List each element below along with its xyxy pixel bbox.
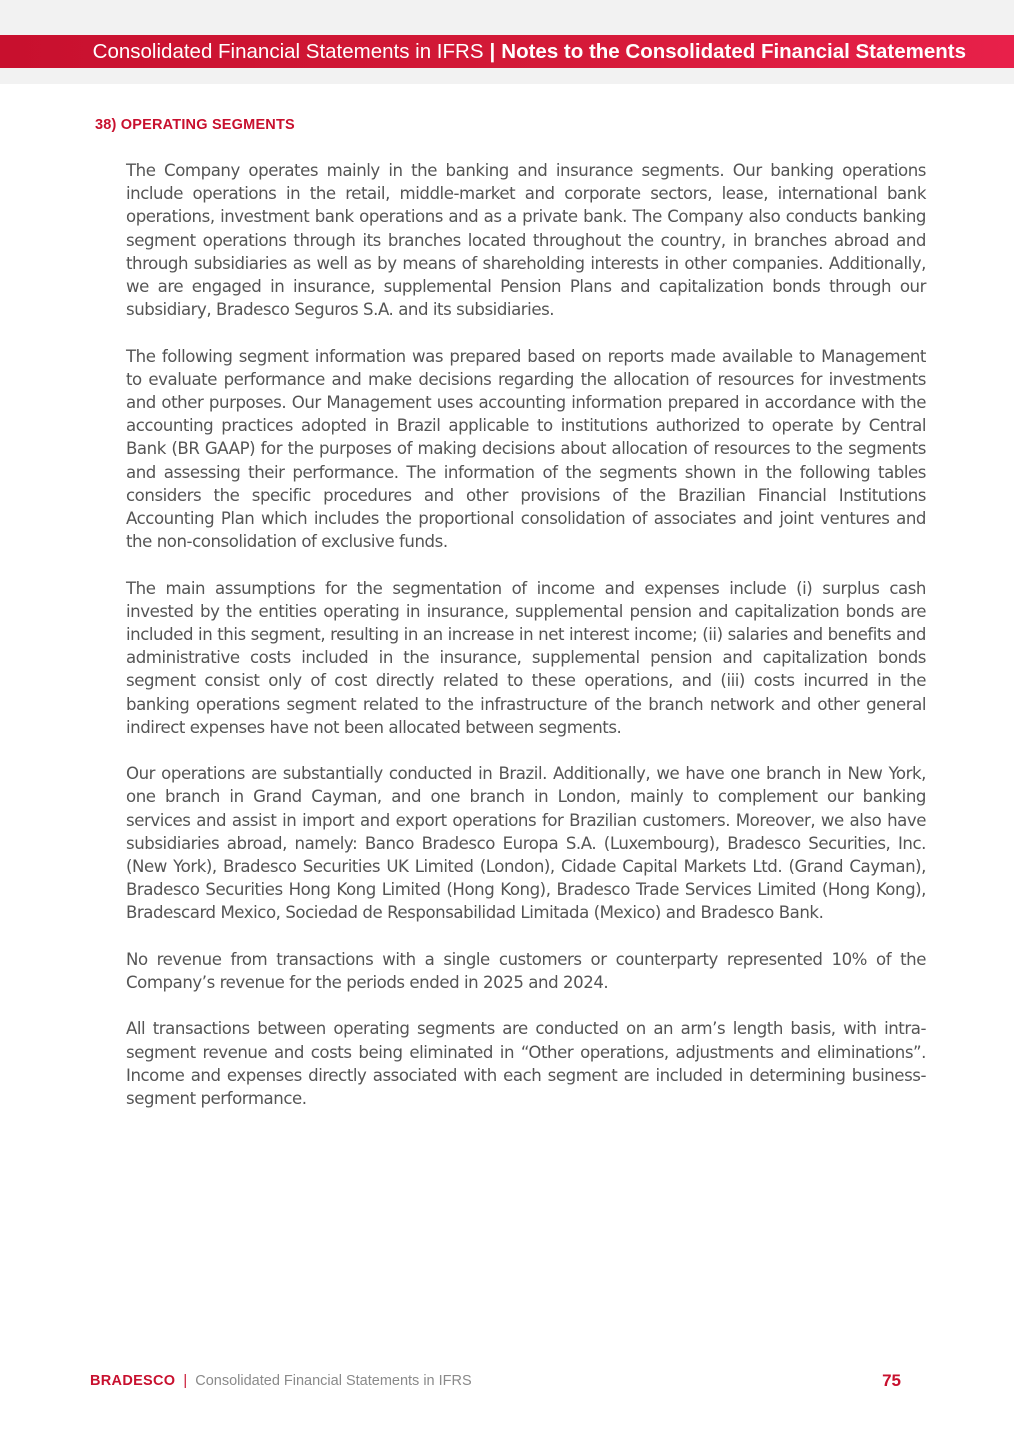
footer-brand: BRADESCO [90,1373,176,1389]
paragraph: No revenue from transactions with a single customers or counterparty represented 10% of the Company’s revenue for the periods ended in 2025 and 2024. [126,949,926,993]
paragraph: The following segment information was prepared based on reports made available to Management to evaluate performance and make decisions regarding the allocation of resources for investments and other purposes. Our Management uses accounting information prepared in accordance with the accounting practices adopted in Brazil applicable to institutions authorized to operate by Central Bank (BR GAAP) for the purposes of making decisions about allocation of resources to the segments and assessing their performance. The information of the segments shown in the following tables considers the specific procedures and other provisions of the Brazilian Financial Institutions Accounting Plan which includes the proportional consolidation of associates and joint ventures and the non-consolidation of exclusive funds. [126,346,926,552]
page-number: 75 [882,1371,901,1390]
page-header-bar [0,35,1014,68]
paragraph: All transactions between operating segments are conducted on an arm’s length basis, with intra-segment revenue and costs being eliminated in “Other operations, adjustments and eliminations”. Income and expenses directly associated with each segment are included in determining business-segment performance. [126,1019,926,1109]
paragraph: Our operations are substantially conducted in Brazil. Additionally, we have one branch in New York, one branch in Grand Cayman, and one branch in London, mainly to complement our banking services and assist in import and export operations for Brazilian customers. Moreover, we also have subsidiaries abroad, namely: Banco Bradesco Europa S.A. (Luxembourg), Bradesco Securities, Inc. (New York), Bradesco Securities UK Limited (London), Cidade Capital Markets Ltd. (Grand Cayman), Bradesco Securities Hong Kong Limited (Hong Kong), Bradesco Trade Services Limited (Hong Kong), Bradescard Mexico, Sociedad de Responsabilidad Limitada (Mexico) and Bradesco Bank. [126,764,926,923]
section-heading: 38) OPERATING SEGMENTS [95,117,295,133]
header-separator: | [489,39,496,63]
page-footer [90,1373,472,1389]
paragraph: The main assumptions for the segmentation of income and expenses include (i) surplus cash invested by the entities operating in insurance, supplemental pension and capitalization bonds are included in this segment, resulting in an increase in net interest income; (ii) salaries and benefits and administrative costs included in the insurance, supplemental pension and capitalization bonds segment consist only of cost directly related to these operations, and (iii) costs incurred in the banking operations segment related to the infrastructure of the branch network and other general indirect expenses have not been allocated between segments. [126,578,926,737]
section-body [126,159,926,1133]
paragraph: The Company operates mainly in the banking and insurance segments. Our banking operations include operations in the retail, middle-market and corporate sectors, lease, international bank operations, investment bank operations and as a private bank. The Company also conducts banking segment operations through its branches located throughout the country, in branches abroad and through subsidiaries as well as by means of shareholding interests in other companies. Additionally, we are engaged in insurance, supplemental Pension Plans and capitalization bonds through our subsidiary, Bradesco Seguros S.A. and its subsidiaries. [126,161,926,320]
header-section-title: Notes to the Consolidated Financial Statements [501,39,966,63]
footer-separator: | [183,1373,188,1389]
header-document-title: Consolidated Financial Statements in IFRS [92,39,484,63]
footer-document-title: Consolidated Financial Statements in IFRS [195,1373,472,1389]
